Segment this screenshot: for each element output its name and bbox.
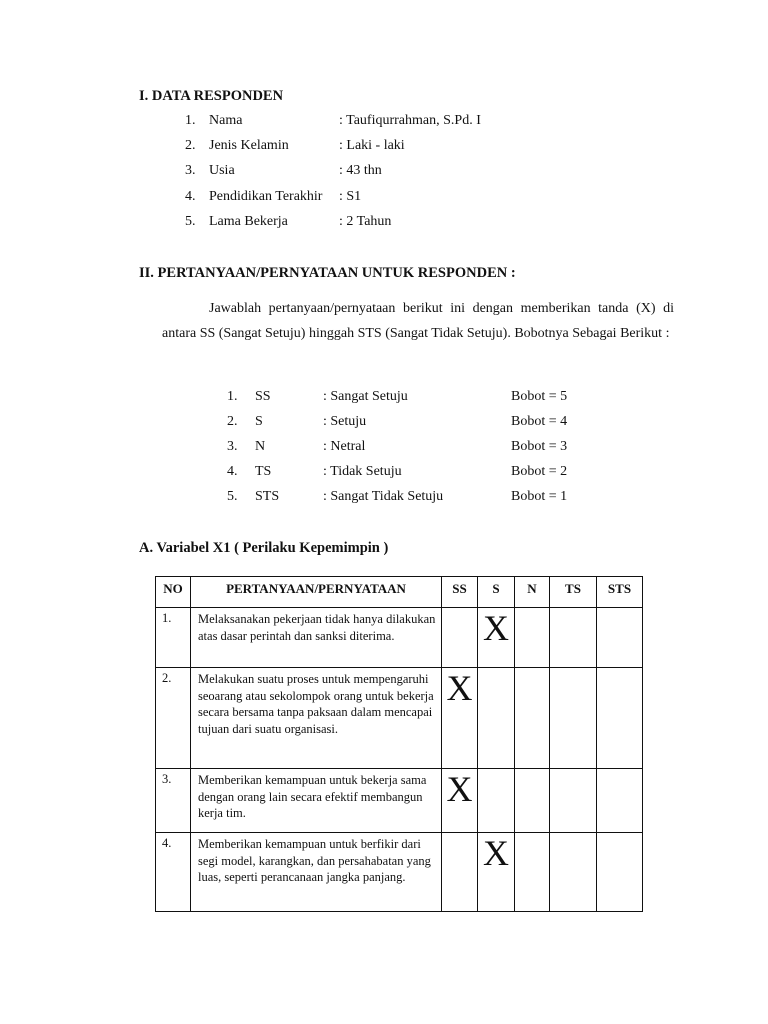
variable-title: A. Variabel X1 ( Perilaku Kepemimpin ) — [139, 540, 389, 556]
header-ss: SS — [442, 577, 478, 608]
scale-code: SS — [255, 389, 271, 404]
answer-cell-ss[interactable] — [442, 668, 478, 769]
scale-weight: Bobot = 1 — [511, 489, 568, 504]
scale-weight: Bobot = 2 — [511, 464, 568, 479]
answer-mark: X — [446, 668, 473, 708]
answer-cell-s[interactable] — [478, 608, 515, 668]
field-value-age: : 43 thn — [339, 163, 382, 178]
header-n: N — [515, 577, 550, 608]
answer-cell-ts[interactable] — [550, 608, 597, 668]
item-number: 5. — [185, 214, 196, 229]
questionnaire-table — [155, 576, 643, 912]
header-s: S — [478, 577, 515, 608]
answer-cell-ss[interactable] — [442, 608, 478, 668]
row-statement: Melakukan suatu proses untuk mempengaruhi seoarang atau sekolompok orang untuk bekerja secara bersama tanpa paksaan dalam mencapai tujuan dari suatu organisasi. — [191, 668, 442, 769]
scale-number: 1. — [227, 389, 238, 404]
answer-mark: X — [483, 833, 509, 873]
answer-mark: X — [483, 608, 509, 648]
scale-code: TS — [255, 464, 272, 479]
field-label-education: Pendidikan Terakhir — [209, 189, 323, 204]
section-2-title: II. PERTANYAAN/PERNYATAAN UNTUK RESPONDEN : — [139, 265, 516, 281]
instruction-paragraph: Jawablah pertanyaan/pernyataan berikut ini dengan memberikan tanda (X) di antara SS (Sangat Setuju) hinggah STS (Sangat Tidak Setuju). Bobotnya Sebagai Berikut : — [162, 301, 674, 341]
item-number: 4. — [185, 189, 196, 204]
row-number: 4. — [156, 833, 191, 912]
answer-cell-ss[interactable] — [442, 833, 478, 912]
header-statement: PERTANYAAN/PERNYATAAN — [191, 577, 442, 608]
item-number: 1. — [185, 113, 196, 128]
answer-cell-n[interactable] — [515, 608, 550, 668]
table-row — [156, 769, 643, 833]
table-row — [156, 608, 643, 668]
scale-code: N — [255, 439, 266, 454]
scale-description: : Tidak Setuju — [323, 464, 402, 479]
row-statement: Memberikan kemampuan untuk bekerja sama dengan orang lain secara efektif membangun kerja tim. — [191, 769, 442, 833]
scale-description: : Sangat Setuju — [323, 389, 408, 404]
row-number: 3. — [156, 769, 191, 833]
answer-cell-s[interactable] — [478, 668, 515, 769]
scale-number: 2. — [227, 414, 238, 429]
answer-cell-sts[interactable] — [597, 769, 643, 833]
answer-cell-sts[interactable] — [597, 668, 643, 769]
header-ts: TS — [550, 577, 597, 608]
answer-cell-ts[interactable] — [550, 769, 597, 833]
field-label-name: Nama — [209, 113, 243, 128]
table-header-row — [156, 577, 643, 608]
scale-number: 5. — [227, 489, 238, 504]
scale-weight: Bobot = 4 — [511, 414, 568, 429]
scale-description: : Netral — [323, 439, 366, 454]
scale-description: : Sangat Tidak Setuju — [323, 489, 444, 504]
scale-weight: Bobot = 5 — [511, 389, 568, 404]
row-number: 1. — [156, 608, 191, 668]
answer-cell-ts[interactable] — [550, 668, 597, 769]
row-statement: Melaksanakan pekerjaan tidak hanya dilakukan atas dasar perintah dan sanksi diterima. — [191, 608, 442, 668]
answer-cell-n[interactable] — [515, 833, 550, 912]
row-number: 2. — [156, 668, 191, 769]
scale-code: S — [255, 414, 263, 429]
item-number: 3. — [185, 163, 196, 178]
scale-number: 4. — [227, 464, 238, 479]
answer-cell-sts[interactable] — [597, 833, 643, 912]
field-value-gender: : Laki - laki — [339, 138, 405, 153]
table-row — [156, 833, 643, 912]
answer-cell-s[interactable] — [478, 833, 515, 912]
scale-code: STS — [255, 489, 280, 504]
row-statement: Memberikan kemampuan untuk berfikir dari segi model, karangkan, dan persahabatan yang luas, seperti perancanaan jangka panjang. — [191, 833, 442, 912]
section-1-title: I. DATA RESPONDEN — [139, 88, 284, 104]
field-label-tenure: Lama Bekerja — [209, 214, 288, 229]
scale-number: 3. — [227, 439, 238, 454]
item-number: 2. — [185, 138, 196, 153]
table-row — [156, 668, 643, 769]
answer-cell-n[interactable] — [515, 769, 550, 833]
field-value-tenure: : 2 Tahun — [339, 214, 392, 229]
answer-mark: X — [446, 769, 473, 809]
answer-cell-s[interactable] — [478, 769, 515, 833]
field-value-name: : Taufiqurrahman, S.Pd. I — [339, 113, 481, 128]
scale-weight: Bobot = 3 — [511, 439, 568, 454]
answer-cell-sts[interactable] — [597, 608, 643, 668]
field-label-age: Usia — [209, 163, 235, 178]
scale-description: : Setuju — [323, 414, 367, 429]
answer-cell-ss[interactable] — [442, 769, 478, 833]
field-label-gender: Jenis Kelamin — [209, 138, 289, 153]
answer-cell-ts[interactable] — [550, 833, 597, 912]
header-sts: STS — [597, 577, 643, 608]
header-no: NO — [156, 577, 191, 608]
answer-cell-n[interactable] — [515, 668, 550, 769]
field-value-education: : S1 — [339, 189, 362, 204]
